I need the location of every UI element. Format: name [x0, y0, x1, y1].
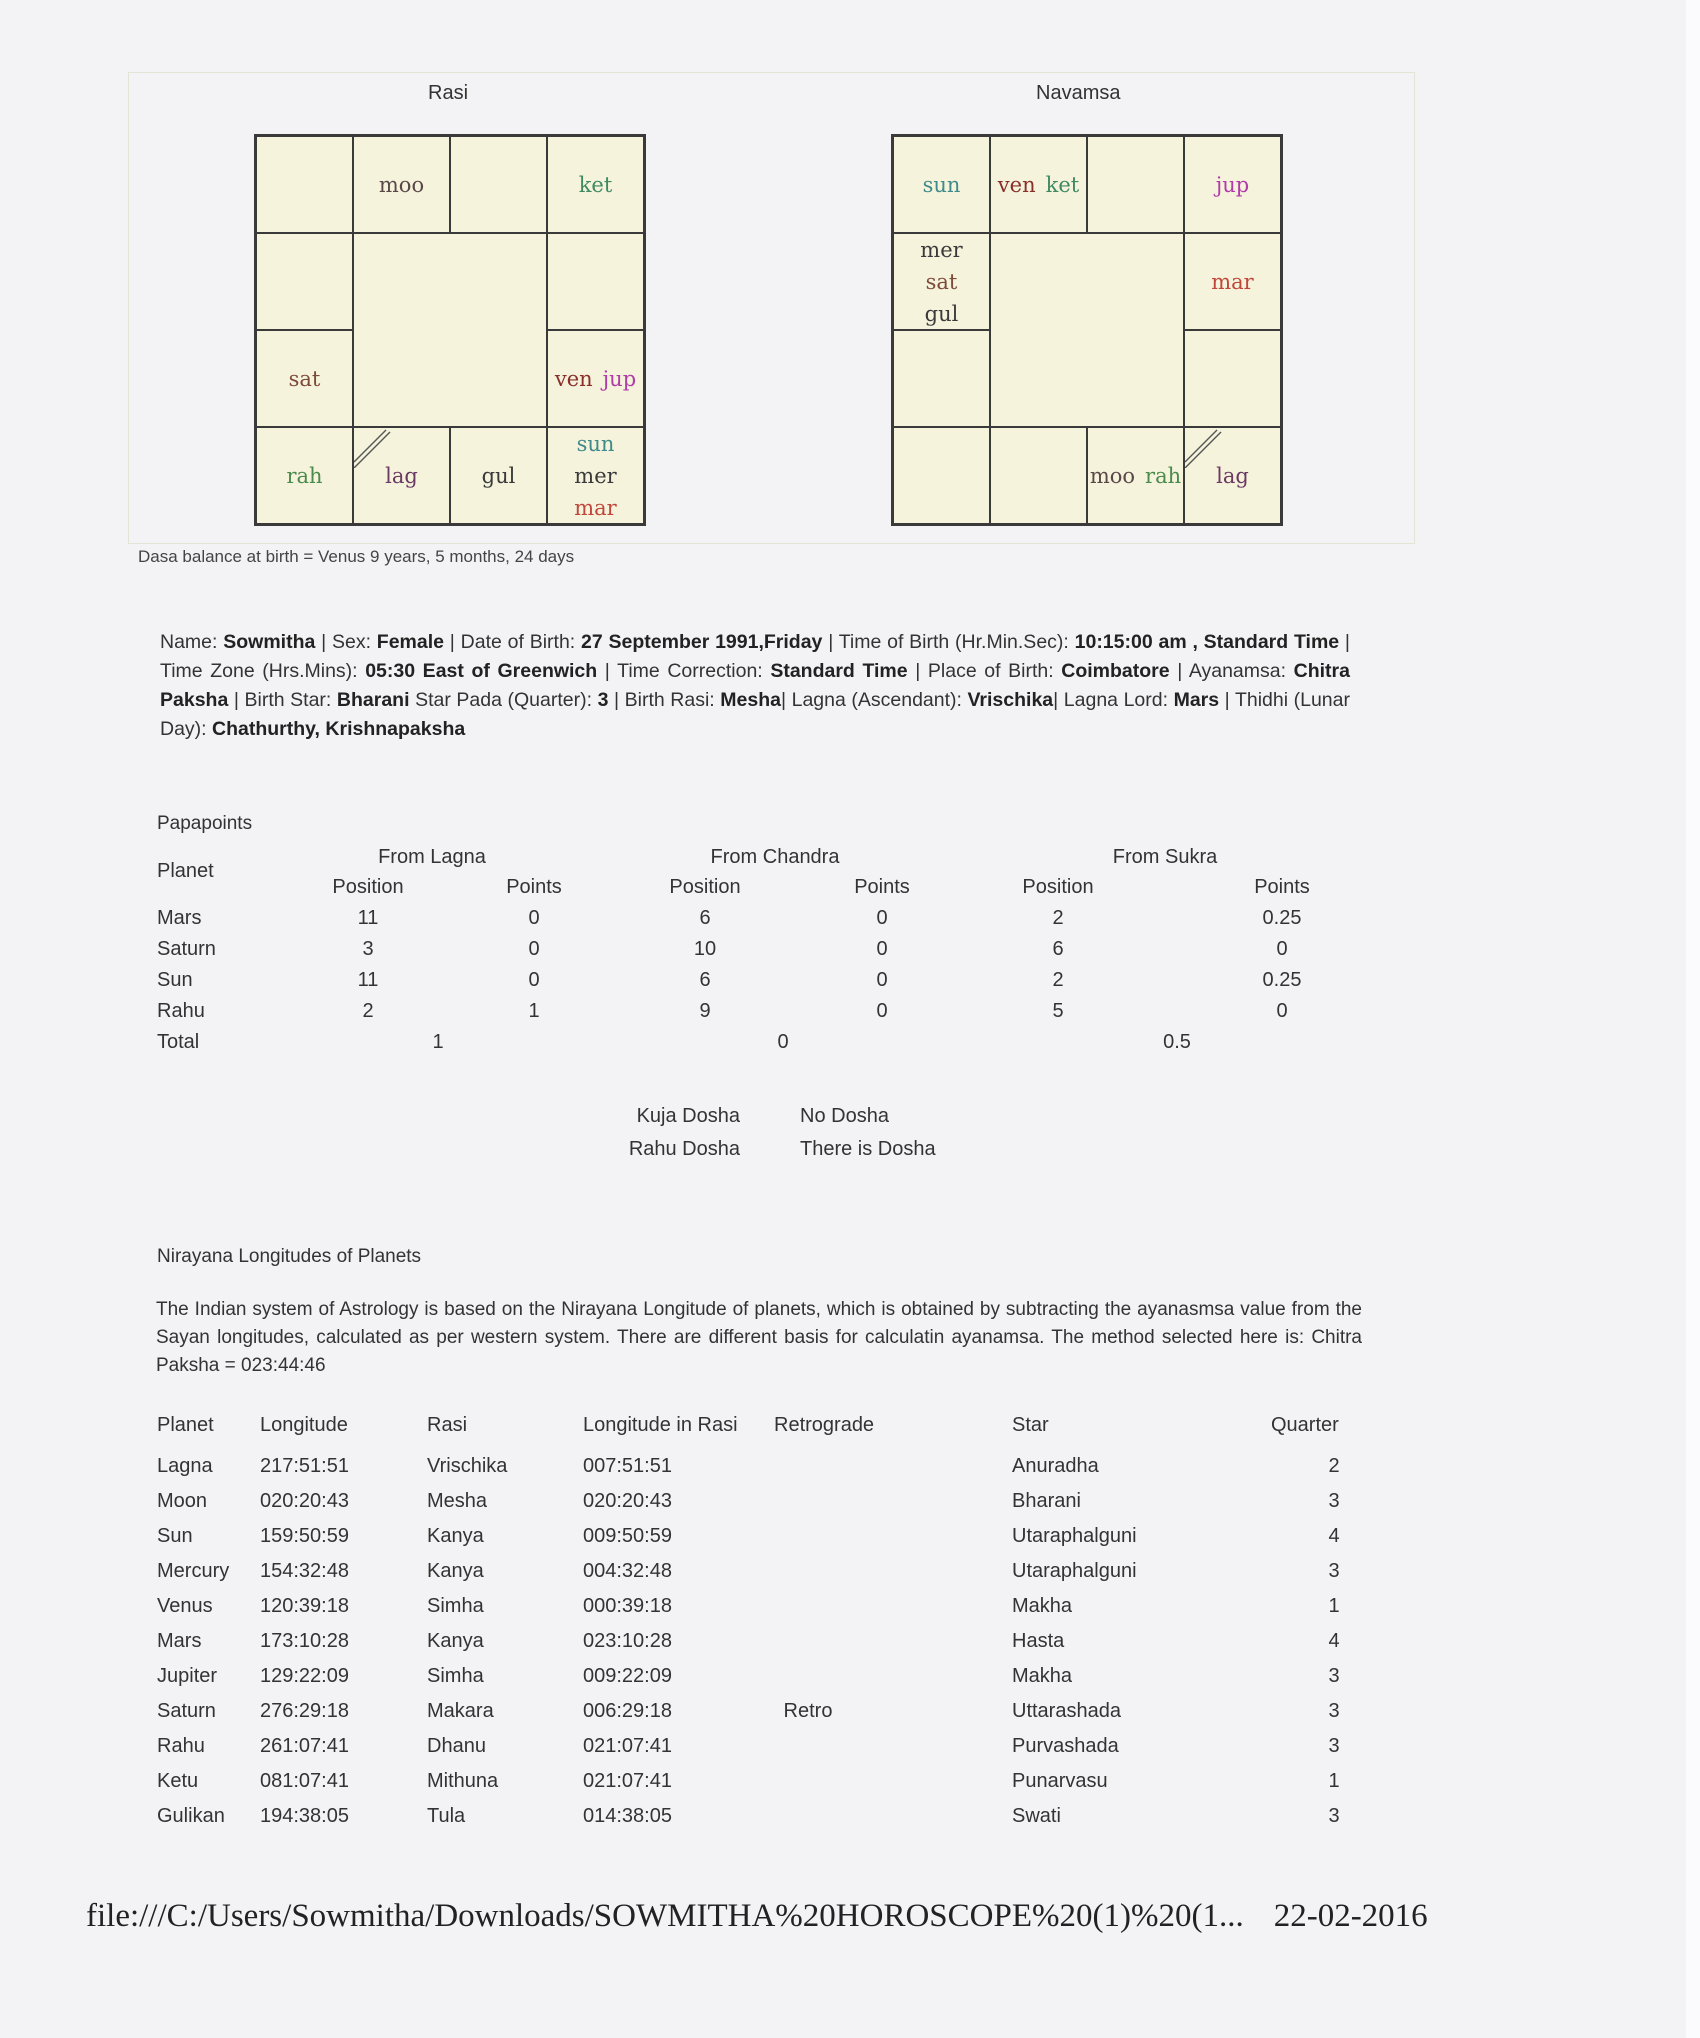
table-cell: 129:22:09: [260, 1665, 349, 1687]
table-cell: 9: [699, 1000, 711, 1022]
table-cell: 3: [1328, 1805, 1340, 1827]
table-cell: 3: [1328, 1735, 1340, 1757]
total-value: 0: [777, 1031, 789, 1053]
papapoints-title: Papapoints: [157, 813, 253, 834]
navamsa-house-r1c0: [893, 233, 990, 330]
planet-line: [923, 169, 961, 201]
time-correction-value: Standard Time: [770, 660, 908, 682]
table-cell: 276:29:18: [260, 1700, 349, 1722]
total-value: 0.5: [1163, 1031, 1191, 1053]
rasi-house-r3c1: [353, 427, 450, 524]
planet-gul: gul: [481, 463, 516, 488]
sex-value: Female: [376, 631, 444, 653]
table-cell: 11: [357, 969, 379, 991]
planet-line: [579, 169, 613, 201]
table-cell: 081:07:41: [260, 1770, 349, 1792]
sub-header: Points: [1254, 876, 1310, 898]
navamsa-center: [990, 233, 1184, 427]
dasa-balance: Dasa balance at birth = Venus 9 years, 5 months, 24 days: [138, 547, 575, 566]
planet-line: [286, 460, 322, 492]
table-cell: 120:39:18: [260, 1595, 349, 1617]
planet-sat: sat: [925, 269, 958, 294]
planet-rah: rah: [1145, 463, 1182, 488]
table-cell: Simha: [427, 1595, 484, 1617]
table-cell: Simha: [427, 1665, 484, 1687]
table-cell: Makara: [427, 1700, 494, 1722]
rasi-house-r0c0: [256, 136, 353, 233]
table-cell: 6: [1052, 938, 1064, 960]
table-cell: 020:20:43: [260, 1490, 349, 1512]
planet-line: [925, 298, 959, 330]
table-row-planet: Gulikan: [157, 1805, 225, 1827]
column-header: Longitude: [260, 1414, 348, 1436]
table-cell: 11: [357, 907, 379, 929]
dosha-label: Kuja Dosha: [636, 1105, 740, 1127]
dosha-value: There is Dosha: [800, 1138, 936, 1160]
page-footer: [86, 1898, 1428, 1935]
planet-line: [555, 363, 636, 395]
table-cell: 3: [1328, 1700, 1340, 1722]
planet-mer: mer: [920, 237, 963, 262]
table-cell: 1: [1328, 1595, 1340, 1617]
birth-details: Name: Sowmitha | Sex: Female | Date of Birth: 27 September 1991,Friday | Time of Birth (Hr.Min.Sec): 10:15:00 am , Standard Time | Time Zone (Hrs.Mins): 05:30 East of Greenwich | Time Correction: Standard Time | Place of Birth: Coimbatore | Ayanamsa: Chitra Paksha | Birth Star: Bharani Star Pada (Quarter): 3 | Birth Rasi: Mesha| Lagna (Ascendant): Vrischika| Lagna Lord: Mars | Thidhi (Lunar Day): Chathurthy, Krishnapaksha: [160, 631, 1351, 740]
group-header: From Sukra: [1112, 846, 1218, 868]
table-cell: Swati: [1012, 1805, 1061, 1827]
table-cell: Uttarashada: [1012, 1700, 1121, 1722]
planet-ket: ket: [1045, 172, 1080, 197]
rasi-house-r0c3: [547, 136, 644, 233]
table-row-planet: Rahu: [157, 1735, 205, 1757]
planet-gul: gul: [924, 301, 959, 326]
dosha-label: Rahu Dosha: [628, 1138, 740, 1160]
navamsa-house-r1c3: [1184, 233, 1281, 330]
ascendant-mark-icon: [354, 428, 394, 468]
table-cell: 10: [693, 938, 717, 960]
table-cell: 2: [362, 1000, 374, 1022]
sub-header: Points: [506, 876, 562, 898]
navamsa-house-r3c3: [1184, 427, 1281, 524]
table-cell: 0: [528, 907, 540, 929]
navamsa-house-r3c0: [893, 427, 990, 524]
table-cell: Makha: [1012, 1665, 1073, 1687]
total-label: Total: [157, 1031, 200, 1053]
navamsa-house-r2c0: [893, 330, 990, 427]
rasi-house-r3c0: [256, 427, 353, 524]
planet-sat: sat: [288, 366, 321, 391]
column-header: Star: [1012, 1414, 1049, 1436]
print-date: 22-02-2016: [1273, 1898, 1428, 1934]
table-cell: 0: [876, 938, 888, 960]
dob-value: 27 September 1991,Friday: [581, 631, 823, 653]
table-cell: Anuradha: [1012, 1455, 1099, 1477]
tob-value: 10:15:00 am , Standard Time: [1074, 631, 1340, 653]
table-cell: 194:38:05: [260, 1805, 349, 1827]
table-cell: 009:50:59: [583, 1525, 672, 1547]
rasi-chart: [254, 134, 646, 526]
planet-jup: jup: [1215, 172, 1250, 197]
table-cell: 6: [699, 969, 711, 991]
table-row-planet: Ketu: [157, 1770, 199, 1792]
rasi-house-r3c2: [450, 427, 547, 524]
dosha-value: No Dosha: [800, 1105, 889, 1127]
column-header: Retrograde: [774, 1414, 875, 1436]
navamsa-house-r3c2: [1087, 427, 1184, 524]
rasi-house-r3c3: [547, 427, 644, 524]
table-cell: 217:51:51: [260, 1455, 349, 1477]
table-cell: 014:38:05: [583, 1805, 672, 1827]
rasi-house-r2c3: [547, 330, 644, 427]
table-cell: 261:07:41: [260, 1735, 349, 1757]
table-cell: 0: [876, 1000, 888, 1022]
table-cell: 6: [699, 907, 711, 929]
table-cell: 004:32:48: [583, 1560, 672, 1582]
table-cell: 1: [528, 1000, 540, 1022]
table-cell: Purvashada: [1012, 1735, 1119, 1757]
sub-header: Points: [854, 876, 910, 898]
planet-line: [926, 266, 958, 298]
table-cell: 007:51:51: [583, 1455, 672, 1477]
table-cell: 0: [1276, 1000, 1288, 1022]
planet-ven: ven: [997, 172, 1036, 197]
rasi-house-r0c1: [353, 136, 450, 233]
planet-line: [574, 492, 616, 524]
table-cell: 000:39:18: [583, 1595, 672, 1617]
group-header: From Chandra: [710, 846, 840, 868]
table-row-planet: Lagna: [157, 1455, 213, 1477]
table-cell: 173:10:28: [260, 1630, 349, 1652]
table-cell: 0.25: [1262, 907, 1302, 929]
birth-star-value: Bharani: [336, 689, 410, 711]
birth-rasi-value: Mesha: [720, 689, 781, 711]
rasi-title: Rasi: [428, 82, 469, 104]
column-header: Rasi: [427, 1414, 468, 1436]
table-cell: Mesha: [427, 1490, 488, 1512]
rasi-house-r1c3: [547, 233, 644, 330]
table-cell: 023:10:28: [583, 1630, 672, 1652]
table-cell: 009:22:09: [583, 1665, 672, 1687]
table-cell: Mithuna: [427, 1770, 499, 1792]
column-header: Quarter: [1271, 1414, 1339, 1436]
table-row-planet: Saturn: [157, 1700, 216, 1722]
table-row-planet: Moon: [157, 1490, 208, 1512]
table-cell: 3: [1328, 1665, 1340, 1687]
group-header: From Lagna: [378, 846, 486, 868]
navamsa-house-r2c3: [1184, 330, 1281, 427]
table-cell: 1: [1328, 1770, 1340, 1792]
planet-header: Planet: [157, 860, 214, 882]
planet-mar: mar: [1211, 269, 1254, 294]
table-cell: 2: [1328, 1455, 1340, 1477]
table-cell: 0: [876, 969, 888, 991]
planet-ven: ven: [554, 366, 593, 391]
navamsa-chart: [891, 134, 1283, 526]
table-cell: Retro: [783, 1700, 833, 1722]
table-cell: 021:07:41: [583, 1735, 672, 1757]
file-path: file:///C:/Users/Sowmitha/Downloads/SOWMITHA%20HOROSCOPE%20(1)%20(1...: [86, 1898, 1244, 1934]
sub-header: Position: [332, 876, 404, 898]
planet-line: [574, 460, 616, 492]
table-cell: 159:50:59: [260, 1525, 349, 1547]
table-row-planet: Sun: [157, 969, 193, 991]
table-cell: Punarvasu: [1012, 1770, 1108, 1792]
total-value: 1: [432, 1031, 444, 1053]
planet-line: [289, 363, 321, 395]
table-row-planet: Jupiter: [157, 1665, 218, 1687]
table-cell: Utaraphalguni: [1012, 1560, 1137, 1582]
thidhi-value: Chathurthy, Krishnapaksha: [212, 718, 466, 740]
pada-value: 3: [597, 689, 609, 711]
planet-moo: moo: [1089, 463, 1136, 488]
rasi-house-r0c2: [450, 136, 547, 233]
table-cell: 021:07:41: [583, 1770, 672, 1792]
table-cell: Tula: [427, 1805, 466, 1827]
table-cell: 0.25: [1262, 969, 1302, 991]
table-cell: 006:29:18: [583, 1700, 672, 1722]
table-row-planet: Saturn: [157, 938, 216, 960]
table-cell: 3: [1328, 1490, 1340, 1512]
table-row-planet: Sun: [157, 1525, 193, 1547]
rasi-house-r2c0: [256, 330, 353, 427]
navamsa-title: Navamsa: [1036, 82, 1121, 104]
table-cell: 4: [1328, 1525, 1340, 1547]
sub-header: Position: [1022, 876, 1094, 898]
table-row-planet: Mercury: [157, 1560, 230, 1582]
table-cell: 2: [1052, 969, 1064, 991]
planet-lag: lag: [385, 463, 418, 488]
table-row-planet: Mars: [157, 1630, 202, 1652]
navamsa-house-r0c2: [1087, 136, 1184, 233]
nirayana-title: Nirayana Longitudes of Planets: [157, 1246, 422, 1267]
planet-mar: mar: [574, 495, 617, 520]
column-header: Longitude in Rasi: [583, 1414, 738, 1436]
table-row-planet: Mars: [157, 907, 202, 929]
planet-mer: mer: [574, 463, 617, 488]
table-cell: Kanya: [427, 1560, 484, 1582]
sub-header: Position: [669, 876, 741, 898]
planet-ket: ket: [578, 172, 613, 197]
planet-line: [1090, 460, 1181, 492]
table-row-planet: Rahu: [157, 1000, 205, 1022]
table-cell: Kanya: [427, 1630, 484, 1652]
table-cell: 2: [1052, 907, 1064, 929]
table-cell: 3: [1328, 1560, 1340, 1582]
table-cell: Makha: [1012, 1595, 1073, 1617]
planet-line: [1216, 169, 1249, 201]
lagna-value: Vrischika: [967, 689, 1054, 711]
table-row-planet: Venus: [157, 1595, 213, 1617]
rasi-house-r1c0: [256, 233, 353, 330]
planet-line: [1211, 266, 1253, 298]
table-cell: 0: [1276, 938, 1288, 960]
rasi-center: [353, 233, 547, 427]
table-cell: Utaraphalguni: [1012, 1525, 1137, 1547]
table-cell: Hasta: [1012, 1630, 1065, 1652]
table-cell: 5: [1052, 1000, 1064, 1022]
planet-line: [379, 169, 424, 201]
pob-value: Coimbatore: [1061, 660, 1170, 682]
planet-lag: lag: [1216, 463, 1249, 488]
navamsa-house-r0c0: [893, 136, 990, 233]
table-cell: 0: [528, 969, 540, 991]
planet-sun: sun: [922, 172, 961, 197]
lagna-lord-value: Mars: [1173, 689, 1220, 711]
table-cell: Dhanu: [427, 1735, 486, 1757]
planet-sun: sun: [576, 431, 615, 456]
page-edge: [1686, 0, 1700, 2038]
planet-line: [482, 460, 516, 492]
nirayana-paragraph: The Indian system of Astrology is based on the Nirayana Longitude of planets, which is obtained by subtracting the ayanasmsa value from the Sayan longitudes, calculated as per western system. There are different basis for calculatin ayanamsa. The method selected here is: Chitra Paksha = 023:44:46: [156, 1299, 1362, 1376]
planet-moo: moo: [378, 172, 425, 197]
ascendant-mark-icon: [1185, 428, 1225, 468]
planet-line: [577, 428, 615, 460]
table-cell: 154:32:48: [260, 1560, 349, 1582]
planet-jup: jup: [602, 366, 637, 391]
table-cell: Vrischika: [427, 1455, 508, 1477]
ayanamsa-value: Chitra Paksha: [160, 660, 1350, 711]
table-cell: Bharani: [1012, 1490, 1081, 1512]
column-header: Planet: [157, 1414, 214, 1436]
planet-line: [998, 169, 1079, 201]
timezone-value: 05:30 East of Greenwich: [365, 660, 598, 682]
table-cell: 0: [528, 938, 540, 960]
name-value: Sowmitha: [223, 631, 316, 653]
table-cell: 020:20:43: [583, 1490, 672, 1512]
navamsa-house-r3c1: [990, 427, 1087, 524]
table-cell: Kanya: [427, 1525, 484, 1547]
table-cell: 4: [1328, 1630, 1340, 1652]
table-cell: 0: [876, 907, 888, 929]
navamsa-house-r0c1: [990, 136, 1087, 233]
table-cell: 3: [362, 938, 374, 960]
planet-line: [920, 234, 962, 266]
planet-rah: rah: [286, 463, 323, 488]
navamsa-house-r0c3: [1184, 136, 1281, 233]
